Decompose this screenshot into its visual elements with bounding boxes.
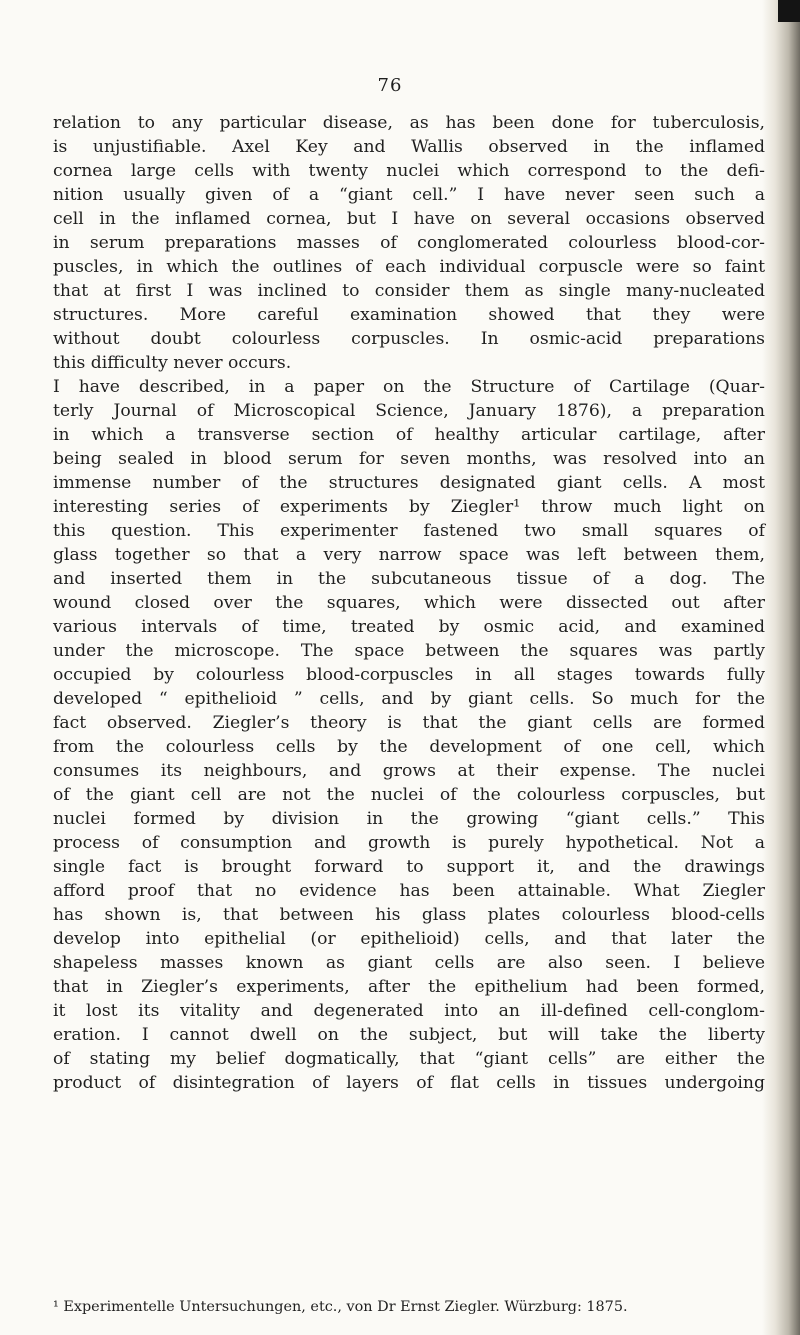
text-line: from the colourless cells by the development of one cell, which <box>53 737 765 757</box>
text-line: shapeless masses known as giant cells are also seen. I believe <box>53 953 765 973</box>
text-line: various intervals of time, treated by osmic acid, and examined <box>53 617 765 637</box>
text-line: fact observed. Ziegler’s theory is that the giant cells are formed <box>53 713 765 733</box>
text-line: this question. This experimenter fastened two small squares of <box>53 521 765 541</box>
text-line: in serum preparations masses of conglomerated colourless blood-cor- <box>53 233 765 253</box>
text-line: of the giant cell are not the nuclei of the colourless corpuscles, but <box>53 785 765 805</box>
text-line: being sealed in blood serum for seven months, was resolved into an <box>53 449 765 469</box>
text-line: in which a transverse section of healthy articular cartilage, after <box>53 425 765 445</box>
text-line: interesting series of experiments by Ziegler¹ throw much light on <box>53 497 765 517</box>
text-line: afford proof that no evidence has been attainable. What Ziegler <box>53 881 765 901</box>
text-line: and inserted them in the subcutaneous tissue of a dog. The <box>53 569 765 589</box>
text-line: wound closed over the squares, which were dissected out after <box>53 593 765 613</box>
text-line: has shown is, that between his glass plates colourless blood-cells <box>53 905 765 925</box>
text-line: that at first I was inclined to consider them as single many-nucleated <box>53 281 765 301</box>
text-line: developed “ epithelioid ” cells, and by giant cells. So much for the <box>53 689 765 709</box>
text-line: cell in the inflamed cornea, but I have on several occasions observed <box>53 209 765 229</box>
text-line: puscles, in which the outlines of each individual corpuscle were so faint <box>53 257 765 277</box>
text-line: without doubt colourless corpuscles. In osmic-acid preparations <box>53 329 765 349</box>
text-line: single fact is brought forward to support it, and the drawings <box>53 857 765 877</box>
text-line: that in Ziegler’s experiments, after the epithelium had been formed, <box>53 977 765 997</box>
text-line: this difficulty never occurs. <box>53 353 292 373</box>
text-line: it lost its vitality and degenerated into an ill-defined cell-conglom- <box>53 1001 765 1021</box>
text-line: glass together so that a very narrow space was left between them, <box>53 545 765 565</box>
text-line: nition usually given of a “giant cell.” I have never seen such a <box>53 185 765 205</box>
text-line: occupied by colourless blood-corpuscles in all stages towards fully <box>53 665 765 685</box>
text-line: cornea large cells with twenty nuclei which correspond to the defi- <box>53 161 765 181</box>
text-line: is unjustifiable. Axel Key and Wallis observed in the inflamed <box>53 137 765 157</box>
text-line: under the microscope. The space between the squares was partly <box>53 641 765 661</box>
text-line: of stating my belief dogmatically, that “giant cells” are either the <box>53 1049 765 1069</box>
text-line: nuclei formed by division in the growing “giant cells.” This <box>53 809 765 829</box>
page-edge-shadow <box>762 0 800 1335</box>
text-line: I have described, in a paper on the Structure of Cartilage (Quar- <box>53 377 765 397</box>
text-line: structures. More careful examination showed that they were <box>53 305 765 325</box>
page-number: 76 <box>377 75 403 96</box>
footnote: ¹ Experimentelle Untersuchungen, etc., von Dr Ernst Ziegler. Würzburg: 1875. <box>53 1299 628 1315</box>
page-corner <box>778 0 800 22</box>
text-line: consumes its neighbours, and grows at their expense. The nuclei <box>53 761 765 781</box>
text-line: develop into epithelial (or epithelioid) cells, and that later the <box>53 929 765 949</box>
text-line: process of consumption and growth is purely hypothetical. Not a <box>53 833 765 853</box>
text-line: eration. I cannot dwell on the subject, but will take the liberty <box>53 1025 765 1045</box>
text-line: immense number of the structures designated giant cells. A most <box>53 473 765 493</box>
text-line: product of disintegration of layers of flat cells in tissues undergoing <box>53 1073 765 1093</box>
body-text <box>53 111 765 1095</box>
text-line: relation to any particular disease, as has been done for tuberculosis, <box>53 113 765 133</box>
text-line: terly Journal of Microscopical Science, January 1876), a preparation <box>53 401 765 421</box>
